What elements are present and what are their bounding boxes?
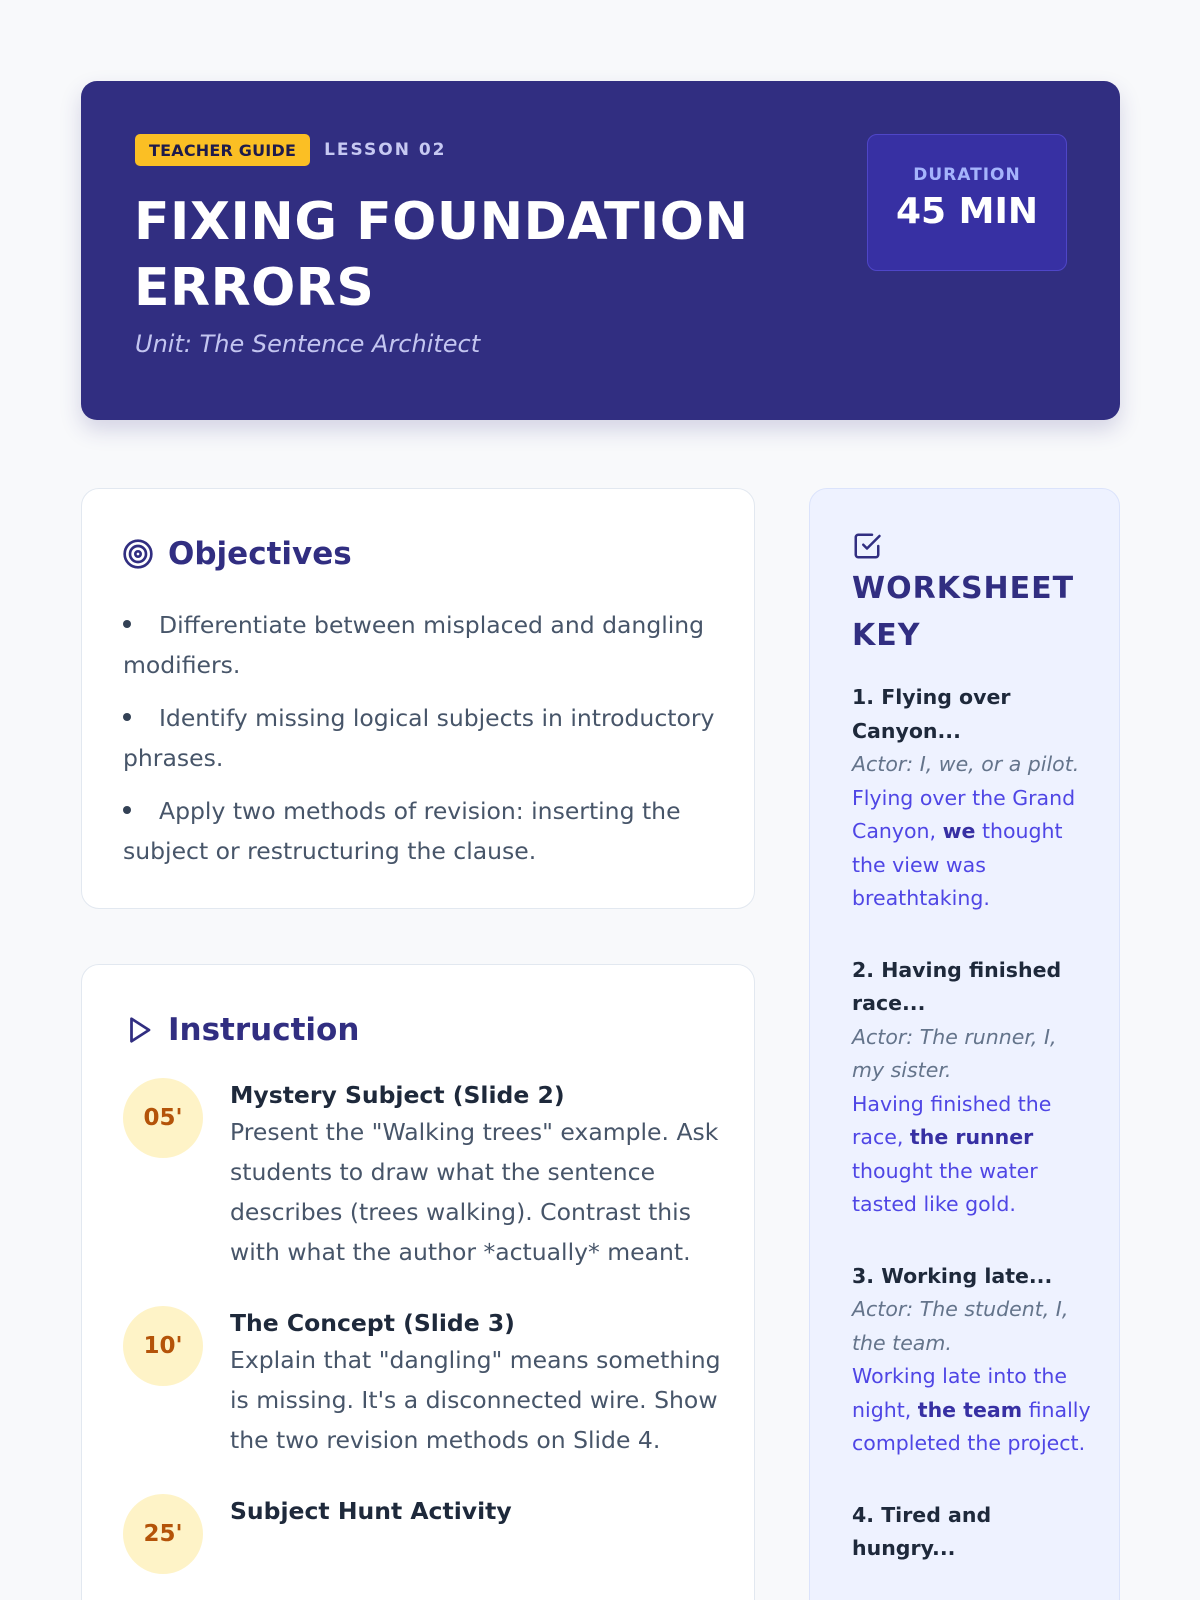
answer-subject: we (942, 819, 976, 843)
play-icon (124, 1015, 154, 1045)
lesson-number: LESSON 02 (324, 140, 447, 160)
duration-value: 45 MIN (896, 191, 1038, 232)
objective-text: Identify missing logical subjects in introductory phrases. (123, 704, 715, 772)
key-actor: Actor: The runner, I, my sister. (852, 1024, 1057, 1082)
key-question: 2. Having finished race... (852, 957, 1062, 1015)
list-item (852, 1260, 1092, 1461)
worksheet-key-title: WORKSHEET KEY (852, 571, 1075, 653)
answer-text: Flying over the Grand Canyon, (852, 785, 1076, 843)
objectives-card (81, 488, 755, 909)
step-body: Explain that "dangling" means something is missing. It's a disconnected wire. Show the two revision methods on Slide 4. (230, 1346, 721, 1454)
duration-label: DURATION (913, 165, 1021, 185)
list-item (123, 791, 723, 871)
objectives-heading (122, 536, 352, 572)
answer-text: Working late into the night, (852, 1364, 1067, 1422)
objectives-title: Objectives (168, 536, 352, 572)
key-answer (852, 1088, 1092, 1222)
bullet (123, 806, 131, 814)
list-item (852, 681, 1092, 916)
bullet (123, 620, 131, 628)
answer-subject: the team (917, 1397, 1023, 1422)
answer-subject: the runner (909, 1125, 1034, 1149)
page-title: FIXING FOUNDATION ERRORS (134, 192, 749, 318)
list-item (852, 954, 1092, 1222)
step-body: Present the "Walking trees" example. Ask students to draw what the sentence describes (trees walking). Contrast this with what the author *actually* meant. (230, 1118, 719, 1266)
instruction-title: Instruction (168, 1012, 360, 1048)
list-item (123, 1306, 723, 1460)
time-badge: 10' (123, 1306, 203, 1386)
step-title: Mystery Subject (Slide 2) (230, 1081, 565, 1109)
key-actor: Actor: I, we, or a pilot. (852, 752, 1080, 776)
worksheet-key-list (852, 681, 1092, 1600)
key-actor: Actor: The student, I, the team. (852, 1297, 1069, 1355)
key-question: 4. Tired and hungry... (852, 1502, 992, 1560)
key-answer (852, 782, 1092, 916)
target-icon (122, 538, 154, 570)
instruction-card (81, 964, 755, 1600)
answer-text: finally completed the project. (852, 1397, 1091, 1455)
time-badge: 05' (123, 1078, 203, 1158)
instruction-heading (124, 1012, 359, 1048)
lesson-header (81, 81, 1120, 420)
key-question: 3. Working late... (852, 1263, 1053, 1288)
objective-text: Differentiate between misplaced and dangling modifiers. (123, 611, 705, 679)
bullet (123, 713, 131, 721)
list-item (123, 1078, 723, 1272)
worksheet-key-card (809, 488, 1120, 1600)
answer-text: thought the water tasted like gold. (852, 1158, 1038, 1216)
checkbox-icon (852, 531, 882, 561)
step-title: The Concept (Slide 3) (230, 1309, 515, 1337)
answer-text: thought the view was breathtaking. (852, 819, 1063, 910)
instruction-steps (123, 1078, 723, 1562)
time-badge: 25' (123, 1494, 203, 1574)
list-item (123, 698, 723, 778)
key-answer (852, 1360, 1092, 1461)
objectives-list (123, 605, 723, 884)
list-item (123, 605, 723, 685)
unit-subtitle: Unit: The Sentence Architect (135, 330, 481, 358)
objective-text: Apply two methods of revision: inserting the subject or restructuring the clause. (123, 797, 681, 865)
teacher-guide-badge: TEACHER GUIDE (135, 134, 310, 166)
step-title: Subject Hunt Activity (230, 1497, 512, 1525)
list-item (123, 1494, 723, 1547)
duration-box (867, 134, 1067, 271)
header-tags (135, 134, 447, 166)
answer-text: Having finished the race, (852, 1091, 1052, 1149)
key-question: 1. Flying over Canyon... (852, 685, 1011, 743)
list-item (852, 1499, 1092, 1566)
